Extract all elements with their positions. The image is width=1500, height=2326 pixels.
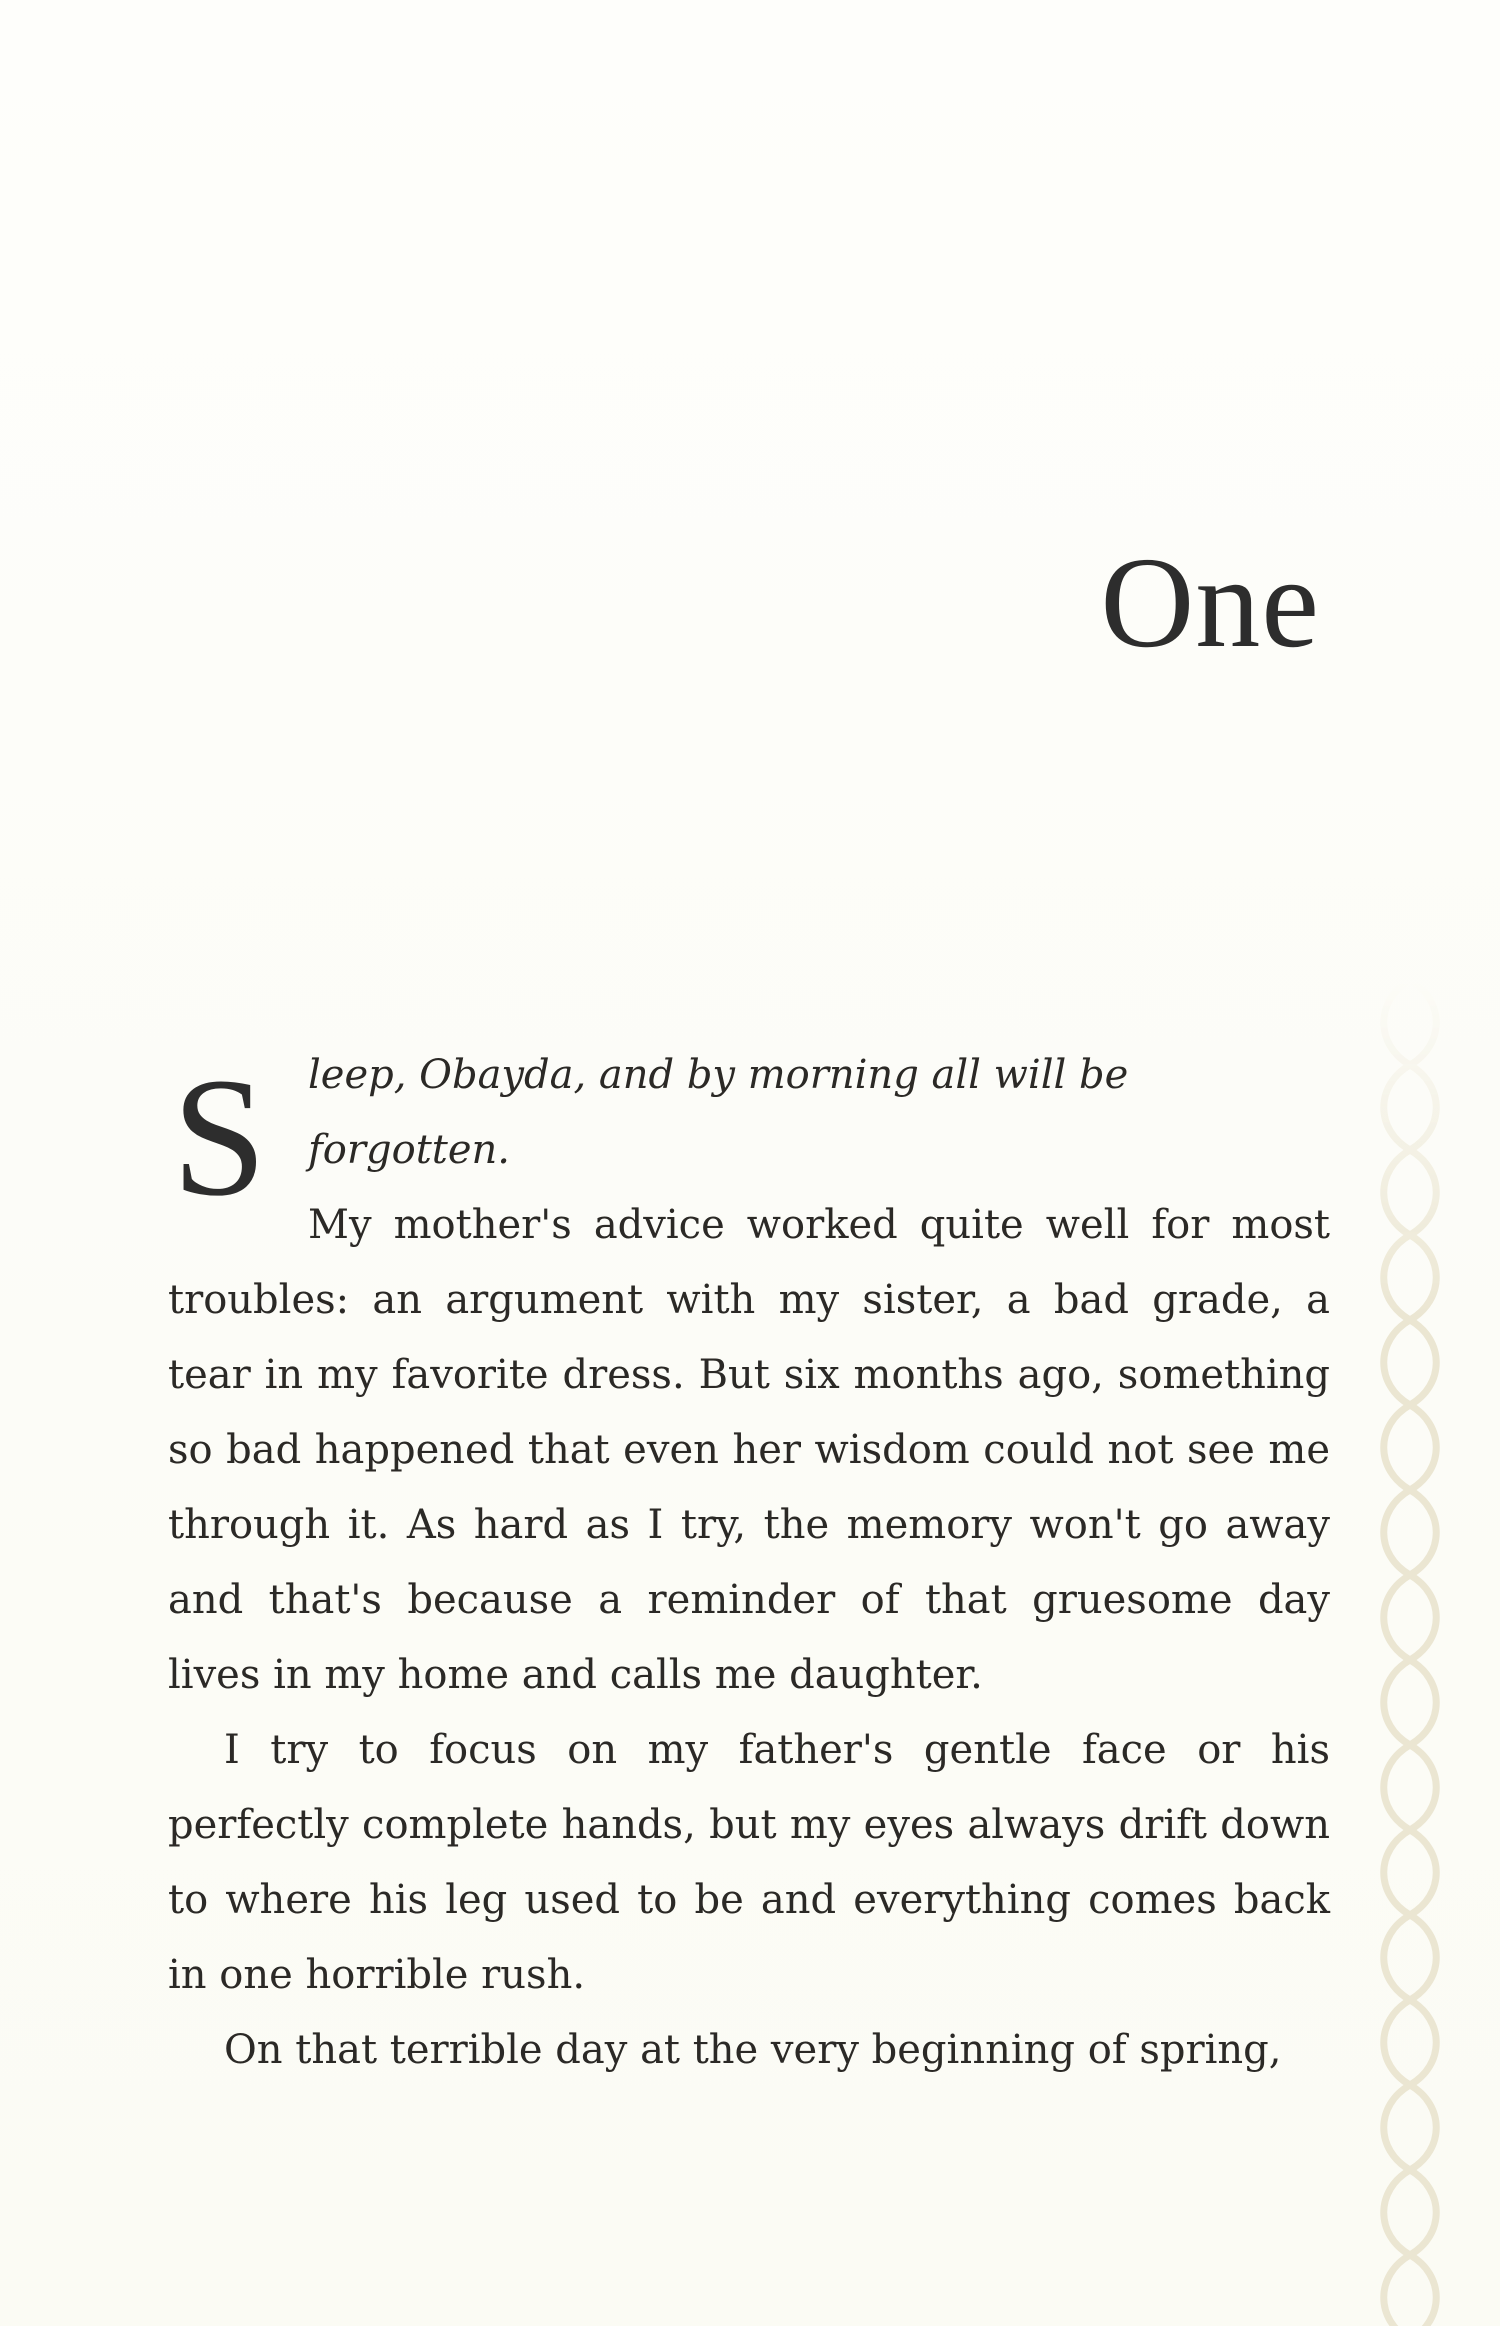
paragraph-3 [168, 2013, 1330, 2088]
paragraph-1 [168, 1188, 1330, 1713]
paragraph-3-text: On that terrible day at the very beginning of spring, [224, 2027, 1282, 2073]
opening-paragraph [168, 1038, 1330, 1231]
chapter-title: One [1100, 531, 1320, 675]
chapter-body [168, 1038, 1330, 2088]
paragraph-1-text: My mother's advice worked quite well for most troubles: an argument with my sister, a bad grade, a tear in my favorite dress. But six months ago, something so bad happened that even her wisdom could not see me through it. As hard as I try, the memory won't go away and that's because a reminder of that gruesome day lives in my home and calls me daughter. [168, 1202, 1330, 1698]
paragraph-2-text: I try to focus on my father's gentle face or his perfectly complete hands, but my eyes always drift down to where his leg used to be and everything comes back in one horrible rush. [168, 1727, 1330, 1998]
drop-cap: S [172, 1043, 267, 1231]
paragraph-2 [168, 1713, 1330, 2013]
quatrefoil-lattice-border-icon [1350, 980, 1500, 2326]
italic-opening-line: leep, Obayda, and by morning all will be forgotten. [308, 1052, 1129, 1173]
